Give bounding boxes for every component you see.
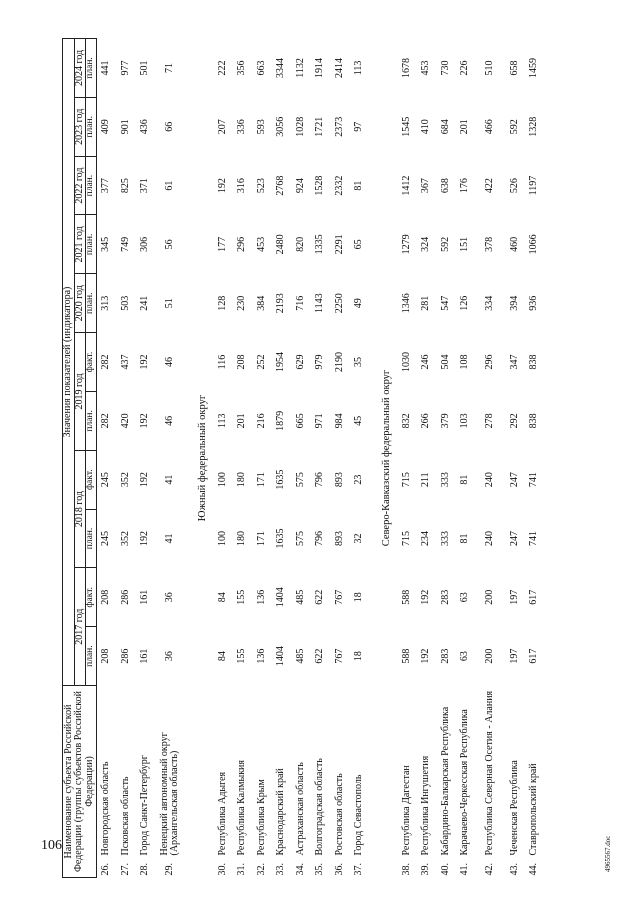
value-cell: 384	[255, 295, 267, 311]
value-cell: 526	[508, 178, 520, 194]
value-cell: 97	[353, 121, 365, 132]
value-cell: 155	[236, 648, 248, 664]
row-number: 30.	[216, 863, 228, 876]
value-cell: 247	[508, 530, 520, 546]
value-cell: 3056	[275, 116, 287, 137]
value-cell: 592	[439, 236, 451, 252]
value-cell: 336	[236, 119, 248, 135]
value-cell: 422	[484, 178, 496, 194]
value-cell: 61	[164, 180, 176, 191]
value-cell: 316	[236, 178, 248, 194]
value-cell: 192	[420, 589, 432, 605]
subject-name: Республика Крым	[255, 779, 267, 856]
table-row	[272, 39, 292, 878]
federal-district-title: Южный федеральный округ	[196, 394, 208, 522]
plan-header: план.	[86, 215, 97, 274]
value-cell: 441	[100, 60, 112, 76]
plan-header: план.	[86, 274, 97, 333]
value-cell: 81	[459, 474, 471, 485]
subject-name: Ростовская область	[333, 773, 345, 856]
value-cell: 593	[255, 119, 267, 135]
value-cell: 246	[420, 354, 432, 370]
value-cell: 893	[333, 530, 345, 546]
table-row	[116, 39, 136, 878]
value-cell: 715	[400, 530, 412, 546]
value-cell: 2414	[333, 57, 345, 78]
value-cell: 437	[119, 354, 131, 370]
value-cell: 665	[294, 413, 306, 429]
subject-name: Ненецкий автономный округ (Архангельская область)	[158, 732, 181, 856]
value-cell: 575	[294, 530, 306, 546]
value-cell: 226	[459, 60, 471, 76]
subject-name: Республика Калмыкия	[236, 759, 248, 856]
value-cell: 192	[139, 354, 151, 370]
table-row	[505, 39, 525, 878]
value-cell: 1459	[528, 57, 540, 78]
value-cell: 629	[294, 354, 306, 370]
value-cell: 281	[420, 295, 432, 311]
value-cell: 161	[139, 648, 151, 664]
value-cell: 2190	[333, 352, 345, 373]
value-cell: 208	[236, 354, 248, 370]
row-number: 31.	[236, 863, 248, 876]
value-cell: 241	[139, 295, 151, 311]
value-cell: 247	[508, 472, 520, 488]
value-cell: 35	[353, 357, 365, 368]
value-cell: 409	[100, 119, 112, 135]
value-cell: 1404	[275, 646, 287, 667]
year-header: 2018 год	[74, 450, 86, 568]
value-cell: 1346	[400, 293, 412, 314]
value-cell: 1879	[275, 410, 287, 431]
value-cell: 84	[216, 651, 228, 662]
value-cell: 81	[459, 533, 471, 544]
subject-name: Псковская область	[119, 776, 131, 856]
year-header: 2022 год	[74, 156, 86, 215]
value-cell: 658	[508, 60, 520, 76]
value-cell: 501	[139, 60, 151, 76]
value-cell: 453	[420, 60, 432, 76]
value-cell: 379	[439, 413, 451, 429]
value-cell: 1030	[400, 352, 412, 373]
value-cell: 352	[119, 472, 131, 488]
value-cell: 838	[528, 354, 540, 370]
value-cell: 1528	[314, 175, 326, 196]
page-number: 106	[41, 838, 62, 853]
value-cell: 84	[216, 592, 228, 603]
value-cell: 617	[528, 589, 540, 605]
value-cell: 65	[353, 239, 365, 250]
table-row	[291, 39, 311, 878]
table-row	[155, 39, 185, 878]
value-cell: 286	[119, 648, 131, 664]
file-footnote: 4965567.doc	[604, 835, 612, 872]
value-cell: 41	[164, 533, 176, 544]
row-number: 36.	[333, 863, 345, 876]
value-cell: 347	[508, 354, 520, 370]
value-cell: 617	[528, 648, 540, 664]
value-cell: 161	[139, 589, 151, 605]
value-cell: 283	[439, 589, 451, 605]
value-cell: 100	[216, 472, 228, 488]
value-cell: 622	[314, 589, 326, 605]
value-cell: 356	[236, 60, 248, 76]
value-cell: 23	[353, 474, 365, 485]
subject-name: Город Санкт-Петербург	[139, 755, 151, 856]
federal-district-title: Северо-Кавказский федеральный округ	[380, 369, 392, 547]
value-cell: 180	[236, 530, 248, 546]
row-number: 44.	[528, 863, 540, 876]
value-cell: 200	[484, 648, 496, 664]
value-cell: 684	[439, 119, 451, 135]
subject-name: Республика Ингушетия	[420, 755, 432, 856]
value-cell: 1412	[400, 175, 412, 196]
value-cell: 715	[400, 472, 412, 488]
value-cell: 971	[314, 413, 326, 429]
value-cell: 460	[508, 236, 520, 252]
value-cell: 108	[459, 354, 471, 370]
value-cell: 523	[255, 178, 267, 194]
value-cell: 63	[459, 592, 471, 603]
value-cell: 1279	[400, 234, 412, 255]
value-cell: 100	[216, 530, 228, 546]
value-cell: 588	[400, 589, 412, 605]
table-row	[397, 39, 417, 878]
value-cell: 201	[459, 119, 471, 135]
year-header: 2017 год	[74, 568, 86, 686]
value-cell: 200	[484, 589, 496, 605]
value-cell: 730	[439, 60, 451, 76]
value-cell: 3344	[275, 57, 287, 78]
row-number: 43.	[508, 863, 520, 876]
table-row	[252, 39, 272, 878]
fact-header: факт.	[86, 450, 97, 509]
value-cell: 466	[484, 119, 496, 135]
value-cell: 820	[294, 236, 306, 252]
value-cell: 1635	[275, 528, 287, 549]
value-cell: 2250	[333, 293, 345, 314]
value-cell: 638	[439, 178, 451, 194]
value-cell: 230	[236, 295, 248, 311]
subject-name: Чеченская Республика	[508, 760, 520, 856]
value-cell: 2291	[333, 234, 345, 255]
value-cell: 436	[139, 119, 151, 135]
value-cell: 32	[353, 533, 365, 544]
value-cell: 1143	[314, 293, 326, 314]
value-cell: 503	[119, 295, 131, 311]
value-cell: 192	[216, 178, 228, 194]
value-cell: 796	[314, 472, 326, 488]
value-cell: 893	[333, 472, 345, 488]
value-cell: 2768	[275, 175, 287, 196]
value-cell: 977	[119, 60, 131, 76]
value-cell: 222	[216, 60, 228, 76]
value-cell: 296	[484, 354, 496, 370]
value-cell: 767	[333, 589, 345, 605]
value-cell: 1328	[528, 116, 540, 137]
value-cell: 453	[255, 236, 267, 252]
value-cell: 36	[164, 651, 176, 662]
value-cell: 252	[255, 354, 267, 370]
table-row	[475, 39, 505, 878]
section-title-row	[375, 39, 397, 878]
value-cell: 126	[459, 295, 471, 311]
value-cell: 345	[100, 236, 112, 252]
row-number: 26.	[100, 863, 112, 876]
value-cell: 113	[353, 60, 365, 76]
value-cell: 324	[420, 236, 432, 252]
col-subject-header: Наименование субъекта Российской Федерации (группы субъектов Российской Федерации)	[63, 686, 97, 878]
value-cell: 171	[255, 472, 267, 488]
table-row	[330, 39, 350, 878]
subject-name: Краснодарский край	[275, 768, 287, 856]
value-cell: 306	[139, 236, 151, 252]
value-cell: 46	[164, 415, 176, 426]
fact-header: факт.	[86, 333, 97, 392]
value-cell: 245	[100, 472, 112, 488]
row-number: 37.	[353, 863, 365, 876]
value-cell: 151	[459, 236, 471, 252]
value-cell: 592	[508, 119, 520, 135]
value-cell: 1678	[400, 57, 412, 78]
value-cell: 504	[439, 354, 451, 370]
value-cell: 1132	[294, 58, 306, 78]
value-cell: 1066	[528, 234, 540, 255]
plan-header: план.	[86, 97, 97, 156]
value-cell: 192	[139, 472, 151, 488]
table-body	[96, 39, 544, 878]
subject-name: Республика Дагестан	[400, 765, 412, 856]
row-number: 29.	[164, 863, 176, 876]
row-number: 34.	[294, 863, 306, 876]
value-cell: 410	[420, 119, 432, 135]
value-cell: 283	[439, 648, 451, 664]
value-cell: 1545	[400, 116, 412, 137]
value-cell: 36	[164, 592, 176, 603]
value-cell: 1635	[275, 469, 287, 490]
subject-name: Астраханская область	[294, 762, 306, 856]
value-cell: 45	[353, 415, 365, 426]
subject-name: Карачаево-Черкесская Республика	[459, 709, 471, 856]
value-cell: 234	[420, 530, 432, 546]
value-cell: 1197	[528, 175, 540, 196]
value-cell: 838	[528, 413, 540, 429]
table-row	[96, 39, 116, 878]
value-cell: 245	[100, 530, 112, 546]
value-cell: 333	[439, 472, 451, 488]
value-cell: 296	[236, 236, 248, 252]
table-row	[136, 39, 156, 878]
table-header	[63, 39, 97, 878]
value-cell: 41	[164, 474, 176, 485]
subject-name: Волгоградская область	[314, 758, 326, 856]
row-number: 28.	[139, 863, 151, 876]
value-cell: 208	[100, 648, 112, 664]
table-row	[350, 39, 370, 878]
value-cell: 180	[236, 472, 248, 488]
value-cell: 485	[294, 648, 306, 664]
value-cell: 394	[508, 295, 520, 311]
subject-name: Республика Адыгея	[216, 771, 228, 856]
value-cell: 278	[484, 413, 496, 429]
year-header: 2020 год	[74, 274, 86, 333]
subject-name: Кабардино-Балкарская Республика	[439, 706, 451, 856]
value-cell: 333	[439, 530, 451, 546]
value-cell: 936	[528, 295, 540, 311]
value-cell: 177	[216, 236, 228, 252]
value-cell: 136	[255, 589, 267, 605]
value-cell: 575	[294, 472, 306, 488]
value-cell: 741	[528, 530, 540, 546]
value-cell: 292	[508, 413, 520, 429]
plan-header: план.	[86, 156, 97, 215]
value-cell: 334	[484, 295, 496, 311]
value-cell: 197	[508, 589, 520, 605]
value-cell: 377	[100, 178, 112, 194]
value-cell: 663	[255, 60, 267, 76]
value-cell: 116	[216, 354, 228, 370]
value-cell: 2193	[275, 293, 287, 314]
value-cell: 176	[459, 178, 471, 194]
table-row	[525, 39, 545, 878]
value-cell: 796	[314, 530, 326, 546]
value-cell: 113	[216, 413, 228, 429]
value-cell: 352	[119, 530, 131, 546]
value-cell: 832	[400, 413, 412, 429]
section-title-row	[191, 39, 213, 878]
value-cell: 767	[333, 648, 345, 664]
value-cell: 216	[255, 413, 267, 429]
value-cell: 749	[119, 236, 131, 252]
value-cell: 18	[353, 651, 365, 662]
value-cell: 510	[484, 60, 496, 76]
value-cell: 128	[216, 295, 228, 311]
value-cell: 81	[353, 180, 365, 191]
value-cell: 1914	[314, 57, 326, 78]
table-row	[417, 39, 437, 878]
plan-header: план.	[86, 39, 97, 98]
value-cell: 192	[420, 648, 432, 664]
plan-header: план.	[86, 509, 97, 568]
value-cell: 588	[400, 648, 412, 664]
value-cell: 282	[100, 354, 112, 370]
value-cell: 1335	[314, 234, 326, 255]
row-number: 35.	[314, 863, 326, 876]
value-cell: 924	[294, 178, 306, 194]
value-cell: 49	[353, 298, 365, 309]
value-cell: 420	[119, 413, 131, 429]
value-cell: 716	[294, 295, 306, 311]
row-number: 38.	[400, 863, 412, 876]
value-cell: 66	[164, 121, 176, 132]
value-cell: 171	[255, 530, 267, 546]
subject-name: Ставропольский край	[528, 763, 540, 856]
indicators-table	[62, 38, 544, 878]
value-cell: 208	[100, 589, 112, 605]
year-header: 2024 год	[74, 39, 86, 98]
value-cell: 51	[164, 298, 176, 309]
value-cell: 378	[484, 236, 496, 252]
value-cell: 1028	[294, 116, 306, 137]
values-group-header: Значения показателей (индикатора)	[63, 39, 75, 686]
row-number: 32.	[255, 863, 267, 876]
row-number: 39.	[420, 863, 432, 876]
value-cell: 984	[333, 413, 345, 429]
subject-name: Город Севастополь	[353, 774, 365, 856]
value-cell: 741	[528, 472, 540, 488]
value-cell: 901	[119, 119, 131, 135]
value-cell: 1721	[314, 116, 326, 137]
value-cell: 71	[164, 62, 176, 73]
value-cell: 192	[139, 530, 151, 546]
value-cell: 547	[439, 295, 451, 311]
value-cell: 201	[236, 413, 248, 429]
value-cell: 207	[216, 119, 228, 135]
value-cell: 63	[459, 651, 471, 662]
value-cell: 192	[139, 413, 151, 429]
year-header: 2021 год	[74, 215, 86, 274]
value-cell: 282	[100, 413, 112, 429]
value-cell: 979	[314, 354, 326, 370]
value-cell: 240	[484, 472, 496, 488]
value-cell: 2332	[333, 175, 345, 196]
row-number: 40.	[439, 863, 451, 876]
table-row	[436, 39, 456, 878]
year-header: 2023 год	[74, 97, 86, 156]
row-number: 42.	[484, 863, 496, 876]
table-row	[233, 39, 253, 878]
value-cell: 240	[484, 530, 496, 546]
value-cell: 313	[100, 295, 112, 311]
value-cell: 367	[420, 178, 432, 194]
rotated-page-content	[62, 38, 582, 878]
year-header: 2019 год	[74, 333, 86, 451]
value-cell: 286	[119, 589, 131, 605]
value-cell: 136	[255, 648, 267, 664]
value-cell: 103	[459, 413, 471, 429]
value-cell: 2480	[275, 234, 287, 255]
row-number: 33.	[275, 863, 287, 876]
value-cell: 1404	[275, 587, 287, 608]
value-cell: 197	[508, 648, 520, 664]
row-number: 41.	[459, 863, 471, 876]
value-cell: 371	[139, 178, 151, 194]
value-cell: 622	[314, 648, 326, 664]
value-cell: 1954	[275, 352, 287, 373]
value-cell: 18	[353, 592, 365, 603]
subject-name: Новгородская область	[100, 761, 112, 856]
value-cell: 825	[119, 178, 131, 194]
value-cell: 155	[236, 589, 248, 605]
table-row	[456, 39, 476, 878]
row-number: 27.	[119, 863, 131, 876]
table-row	[213, 39, 233, 878]
value-cell: 56	[164, 239, 176, 250]
fact-header: факт.	[86, 568, 97, 627]
subject-name: Республика Северная Осетия - Алания	[484, 690, 496, 856]
table-row	[311, 39, 331, 878]
value-cell: 211	[420, 472, 432, 487]
value-cell: 46	[164, 357, 176, 368]
value-cell: 266	[420, 413, 432, 429]
plan-header: план.	[86, 627, 97, 686]
value-cell: 485	[294, 589, 306, 605]
value-cell: 2373	[333, 116, 345, 137]
plan-header: план.	[86, 391, 97, 450]
